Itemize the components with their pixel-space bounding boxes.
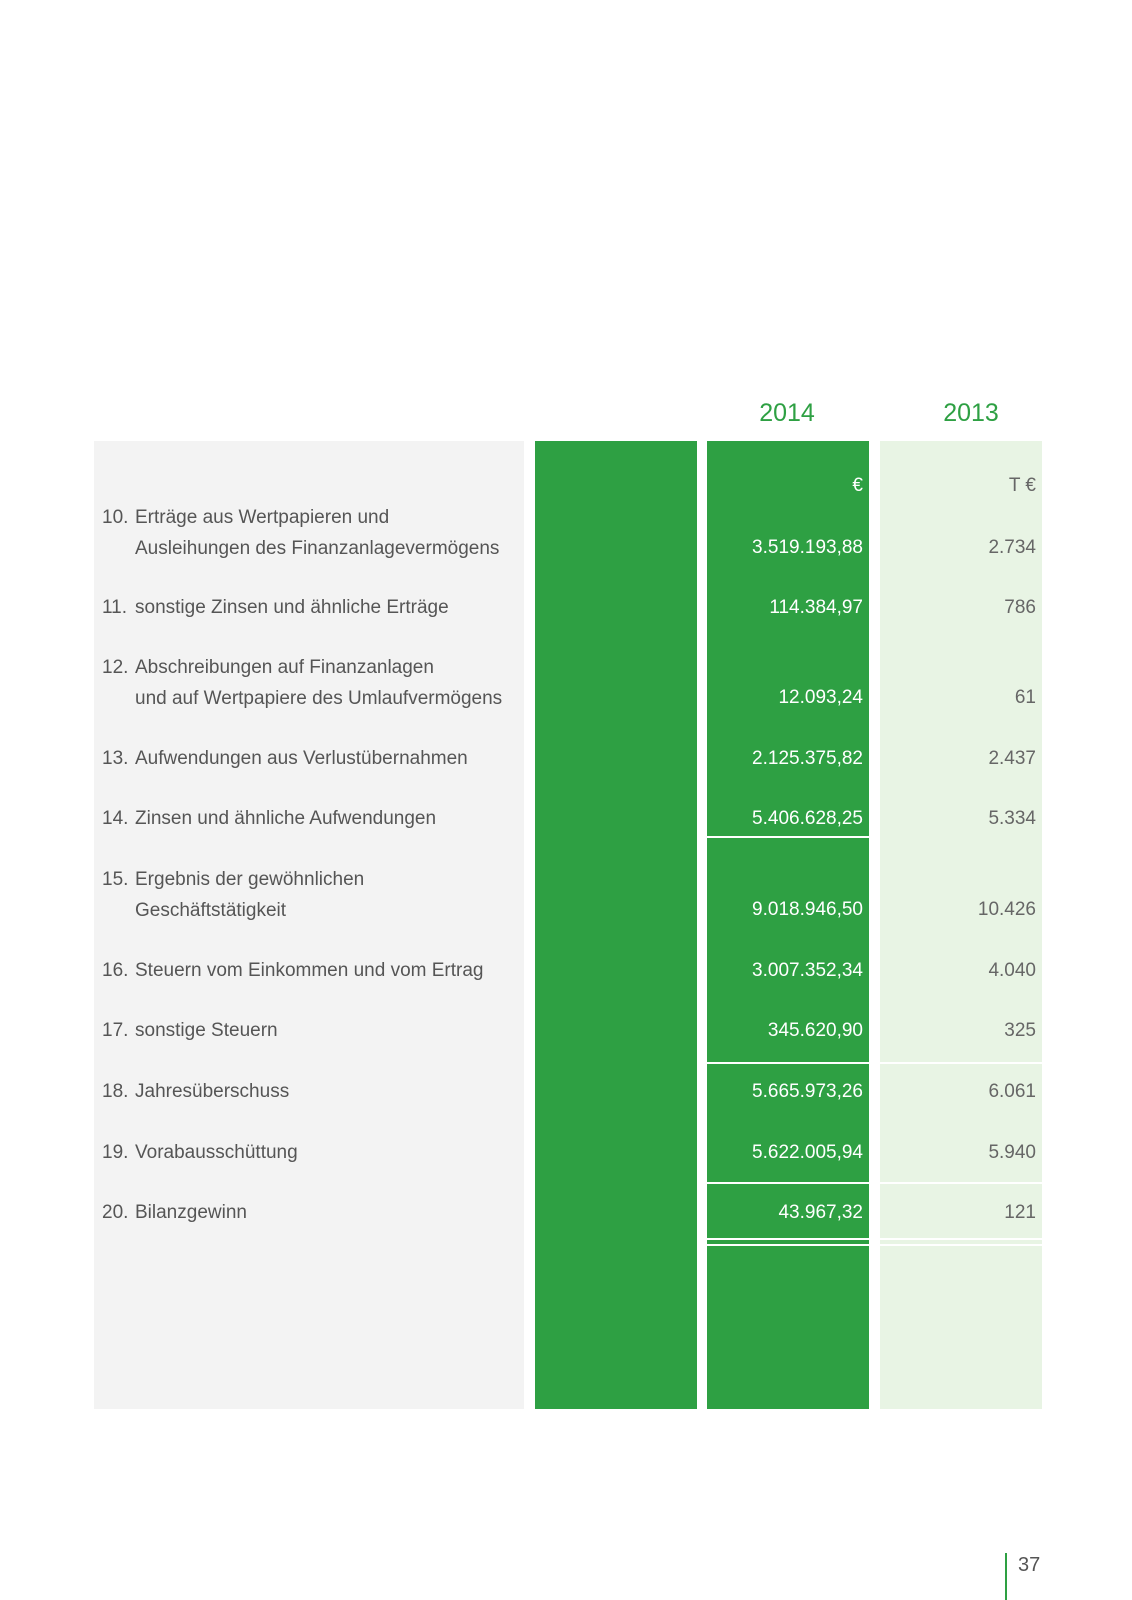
row-value-previous-14: 5.334 <box>988 808 1036 829</box>
row-label-15: 15. Ergebnis der gewöhnlichen Geschäftstätigkeit <box>102 869 365 921</box>
row-value-previous-13: 2.437 <box>988 748 1036 769</box>
blank-green-column <box>535 441 697 1409</box>
current-year-column <box>707 441 869 1409</box>
row-value-previous-16: 4.040 <box>988 960 1036 981</box>
row-value-current-10: 3.519.193,88 <box>752 537 863 558</box>
row-value-current-17: 345.620,90 <box>767 1020 863 1041</box>
total-double-rule <box>880 1238 1042 1240</box>
row-value-current-18: 5.665.973,26 <box>752 1081 863 1102</box>
row-value-current-13: 2.125.375,82 <box>752 748 863 769</box>
row-label-17: 17. sonstige Steuern <box>102 1020 278 1041</box>
row-value-previous-19: 5.940 <box>988 1142 1036 1163</box>
year-header-2014: 2014 <box>759 399 815 427</box>
subtotal-rule <box>707 1062 869 1064</box>
row-label-10: 10. Erträge aus Wertpapieren und Ausleihungen des Finanzanlagevermögens <box>102 507 500 559</box>
row-label-19: 19. Vorabausschüttung <box>102 1142 298 1163</box>
row-value-previous-10: 2.734 <box>988 537 1036 558</box>
row-label-20: 20. Bilanzgewinn <box>102 1202 247 1223</box>
year-header-2013: 2013 <box>943 399 999 427</box>
subtotal-rule <box>707 1182 869 1184</box>
row-label-18: 18. Jahresüberschuss <box>102 1081 290 1102</box>
row-value-previous-15: 10.426 <box>977 899 1036 920</box>
unit-previous: T € <box>1008 475 1036 496</box>
previous-year-column <box>880 441 1042 1409</box>
page-number-rule <box>1005 1553 1007 1600</box>
total-double-rule <box>880 1244 1042 1246</box>
row-label-13: 13. Aufwendungen aus Verlustübernahmen <box>102 748 468 769</box>
row-value-previous-17: 325 <box>1004 1020 1036 1041</box>
row-value-previous-12: 61 <box>1014 687 1036 708</box>
subtotal-rule <box>707 836 869 838</box>
row-value-previous-18: 6.061 <box>988 1081 1036 1102</box>
row-label-14: 14. Zinsen und ähnliche Aufwendungen <box>102 808 437 829</box>
row-value-current-12: 12.093,24 <box>778 687 863 708</box>
row-label-16: 16. Steuern vom Einkommen und vom Ertrag <box>102 960 484 981</box>
row-value-current-20: 43.967,32 <box>778 1202 863 1223</box>
subtotal-rule <box>880 1182 1042 1184</box>
row-label-11: 11. sonstige Zinsen und ähnliche Erträge <box>102 597 449 618</box>
row-value-current-19: 5.622.005,94 <box>752 1142 863 1163</box>
row-value-current-16: 3.007.352,34 <box>752 960 863 981</box>
subtotal-rule <box>880 1062 1042 1064</box>
total-double-rule <box>707 1244 869 1246</box>
row-label-12: 12. Abschreibungen auf Finanzanlagen und auf Wertpapiere des Umlaufvermögens <box>102 657 503 709</box>
total-double-rule <box>707 1238 869 1240</box>
row-value-previous-11: 786 <box>1004 597 1036 618</box>
page-number: 37 <box>1018 1554 1041 1576</box>
row-value-previous-20: 121 <box>1004 1202 1036 1223</box>
unit-current: € <box>852 475 863 496</box>
row-value-current-14: 5.406.628,25 <box>752 808 863 829</box>
row-value-current-11: 114.384,97 <box>769 597 863 618</box>
row-value-current-15: 9.018.946,50 <box>752 899 863 920</box>
